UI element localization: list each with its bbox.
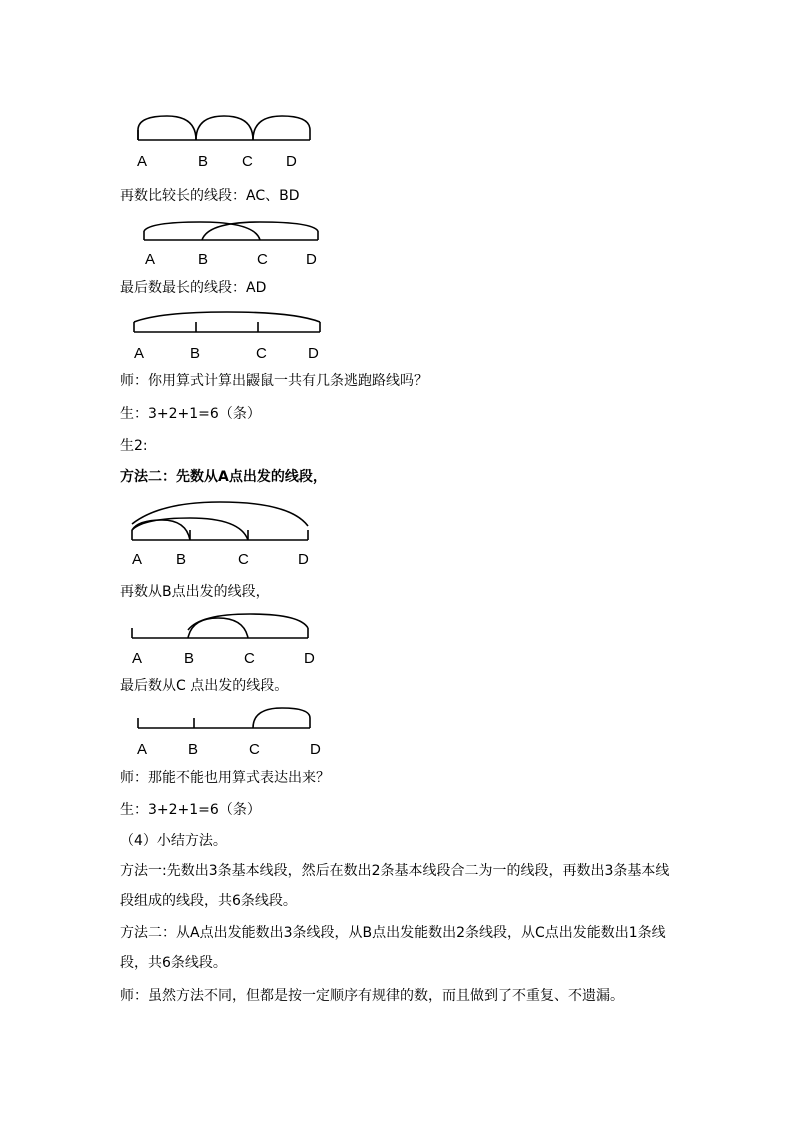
point-label-c: C bbox=[244, 650, 255, 666]
point-label-d: D bbox=[304, 650, 315, 666]
text-from-c: 最后数从C 点出发的线段。 bbox=[120, 678, 289, 694]
arc-bc bbox=[196, 116, 253, 140]
point-label-a: A bbox=[132, 551, 143, 568]
point-label-b: B bbox=[176, 551, 187, 568]
segment-diagram-from-c bbox=[120, 704, 340, 760]
student-answer-1: 生：3+2+1=6（条） bbox=[120, 406, 261, 422]
point-label-d: D bbox=[286, 153, 297, 170]
point-label-b: B bbox=[190, 345, 201, 360]
teacher-conclusion: 师：虽然方法不同，但都是按一定顺序有规律的数，而且做到了不重复、不遗漏。 bbox=[120, 988, 624, 1004]
point-label-b: B bbox=[198, 153, 209, 170]
arc-bd bbox=[188, 614, 308, 630]
summary-method-one: 方法一:先数出3条基本线段，然后在数出2条基本线段合二为一的线段，再数出3条基本线段组成的线段，共6条线段。 bbox=[120, 863, 670, 909]
point-label-c: C bbox=[257, 251, 268, 268]
student-2-label: 生2: bbox=[120, 438, 148, 454]
text-from-b: 再数从B点出发的线段， bbox=[120, 584, 270, 600]
arc-bc bbox=[188, 618, 248, 638]
point-label-a: A bbox=[137, 153, 148, 170]
point-label-b: B bbox=[198, 251, 209, 268]
point-label-b: B bbox=[184, 650, 195, 666]
point-label-a: A bbox=[134, 345, 145, 360]
method-two-heading: 方法二：先数从A点出发的线段， bbox=[120, 469, 327, 485]
text-longest-segment: 最后数最长的线段：AD bbox=[120, 280, 267, 296]
point-label-d: D bbox=[308, 345, 319, 360]
segment-diagram-ac-bd bbox=[120, 218, 340, 268]
point-label-c: C bbox=[238, 551, 249, 568]
point-label-c: C bbox=[256, 345, 267, 360]
arc-ac bbox=[144, 222, 260, 240]
point-label-a: A bbox=[145, 251, 156, 268]
arc-ab bbox=[138, 116, 196, 140]
point-label-b: B bbox=[188, 741, 199, 758]
arc-ad bbox=[132, 502, 308, 526]
point-label-d: D bbox=[310, 741, 321, 758]
teacher-question-2: 师：那能不能也用算式表达出来？ bbox=[120, 770, 330, 786]
arc-ab bbox=[132, 520, 190, 540]
point-label-d: D bbox=[298, 551, 309, 568]
point-label-d: D bbox=[306, 251, 317, 268]
teacher-question-1: 师：你用算式计算出鼹鼠一共有几条逃跑路线吗？ bbox=[120, 373, 428, 389]
segment-diagram-from-b bbox=[120, 610, 340, 666]
segment-diagram-basic bbox=[120, 112, 340, 172]
segment-diagram-from-a bbox=[120, 496, 340, 568]
segment-diagram-ad bbox=[120, 308, 340, 360]
point-label-a: A bbox=[132, 650, 143, 666]
point-label-a: A bbox=[137, 741, 148, 758]
summary-heading: （4）小结方法。 bbox=[120, 833, 227, 849]
arc-ad bbox=[134, 312, 320, 322]
arc-cd bbox=[253, 708, 310, 728]
text-longer-segments: 再数比较长的线段：AC、BD bbox=[120, 188, 300, 204]
arc-cd bbox=[253, 116, 310, 140]
point-label-c: C bbox=[242, 153, 253, 170]
point-label-c: C bbox=[249, 741, 260, 758]
arc-bd bbox=[202, 222, 318, 240]
student-answer-2: 生：3+2+1=6（条） bbox=[120, 802, 261, 818]
summary-method-two: 方法二：从A点出发能数出3条线段，从B点出发能数出2条线段，从C点出发能数出1条线段，共6条线段。 bbox=[120, 925, 666, 971]
